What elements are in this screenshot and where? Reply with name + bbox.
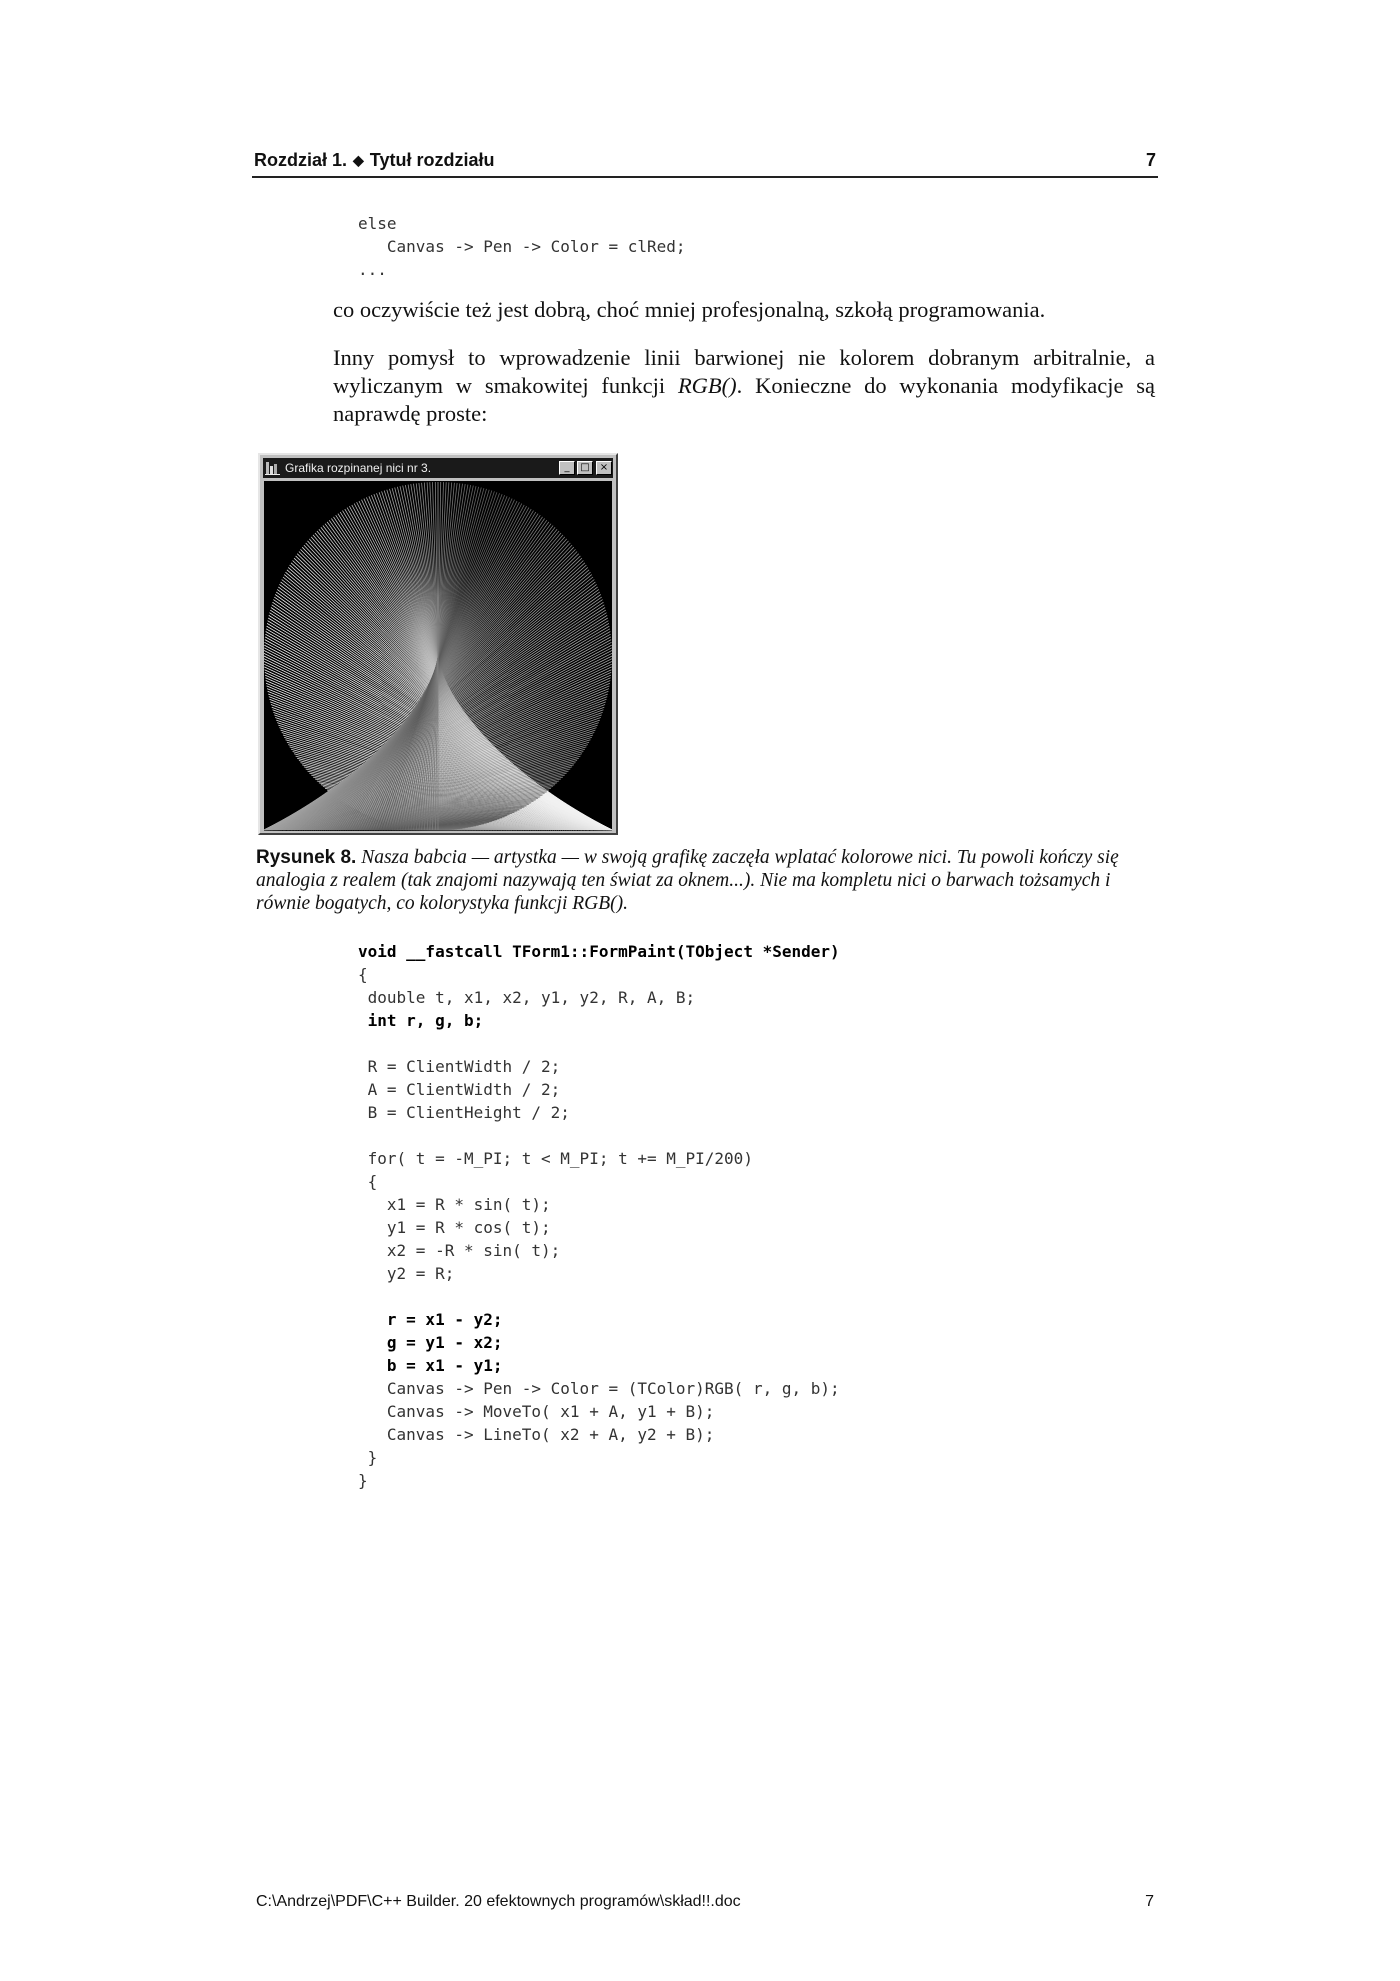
paragraph-2-text-end: . Konieczne do wykonania modyfikacje są naprawdę proste: (333, 373, 1155, 426)
code-line: ... (358, 260, 387, 279)
paragraph-2 (333, 344, 1155, 428)
code-line: { (358, 1172, 378, 1191)
code-line: Canvas -> Pen -> Color = clRed; (358, 237, 686, 256)
maximize-button[interactable]: □ (577, 461, 593, 475)
figure-caption (256, 846, 1156, 915)
code-line: } (358, 1471, 368, 1490)
caption-text: Nasza babcia — artystka — w swoją grafikę zaczęła wplatać kolorowe nici. Tu powoli kończy się analogia z realem (tak znajomi nazywają ten świat za oknem...). Nie ma kompletu nici o barwach tożsamych i równie bogatych, co kolorystyka funkcji RGB(). (256, 847, 1119, 914)
code-line: b = x1 - y1; (358, 1356, 503, 1375)
caption-label: Rysunek 8. (256, 847, 357, 868)
running-head (252, 148, 1158, 178)
code-line: R = ClientWidth / 2; (358, 1057, 561, 1076)
code-line: y1 = R * cos( t); (358, 1218, 551, 1237)
paragraph-2-text: Inny pomysł to wprowadzenie linii barwionej nie kolorem dobranym arbitralnie, a wyliczanym w smakowitej funkcji (333, 345, 1155, 398)
window-title: Grafika rozpinanej nici nr 3. (285, 461, 432, 475)
code-line: Canvas -> MoveTo( x1 + A, y1 + B); (358, 1402, 715, 1421)
close-button[interactable]: × (596, 461, 612, 475)
code-line: void __fastcall TForm1::FormPaint(TObject *Sender) (358, 942, 840, 961)
header-page-number: 7 (1145, 150, 1156, 170)
code-line: B = ClientHeight / 2; (358, 1103, 570, 1122)
app-icon (265, 460, 281, 476)
code-line: } (358, 1448, 378, 1467)
thread-graphic (264, 481, 612, 831)
paragraph-1: co oczywiście też jest dobrą, choć mniej profesjonalną, szkołą programowania. (333, 297, 1046, 322)
code-line: else (358, 214, 397, 233)
code-line: int r, g, b; (358, 1011, 484, 1030)
footer-page-number: 7 (1145, 1893, 1154, 1910)
chapter-name: Tytuł rozdziału (369, 150, 495, 170)
diamond-icon: ◆ (353, 152, 364, 168)
window-client-area (264, 481, 612, 831)
code-line: g = y1 - x2; (358, 1333, 503, 1352)
app-window (258, 453, 618, 835)
code-line: A = ClientWidth / 2; (358, 1080, 561, 1099)
chapter-title (254, 150, 494, 171)
page-footer (256, 1893, 1156, 1917)
file-path: C:\Andrzej\PDF\C++ Builder. 20 efektownych programów\skład!!.doc (256, 1893, 741, 1910)
code-line: for( t = -M_PI; t < M_PI; t += M_PI/200) (358, 1149, 753, 1168)
minimize-button[interactable]: _ (559, 461, 575, 475)
paragraph-2-func: RGB() (677, 373, 737, 398)
code-line: { (358, 965, 368, 984)
code-snippet-formpaint (358, 940, 840, 1492)
chapter-label: Rozdział 1. (254, 150, 348, 170)
code-line: r = x1 - y2; (358, 1310, 503, 1329)
code-line: x1 = R * sin( t); (358, 1195, 551, 1214)
code-line: x2 = -R * sin( t); (358, 1241, 561, 1260)
code-line: y2 = R; (358, 1264, 455, 1283)
window-titlebar[interactable] (263, 458, 613, 478)
code-snippet-else (358, 212, 686, 281)
code-line: Canvas -> Pen -> Color = (TColor)RGB( r, g, b); (358, 1379, 840, 1398)
code-line: Canvas -> LineTo( x2 + A, y2 + B); (358, 1425, 715, 1444)
code-line: double t, x1, x2, y1, y2, R, A, B; (358, 988, 696, 1007)
